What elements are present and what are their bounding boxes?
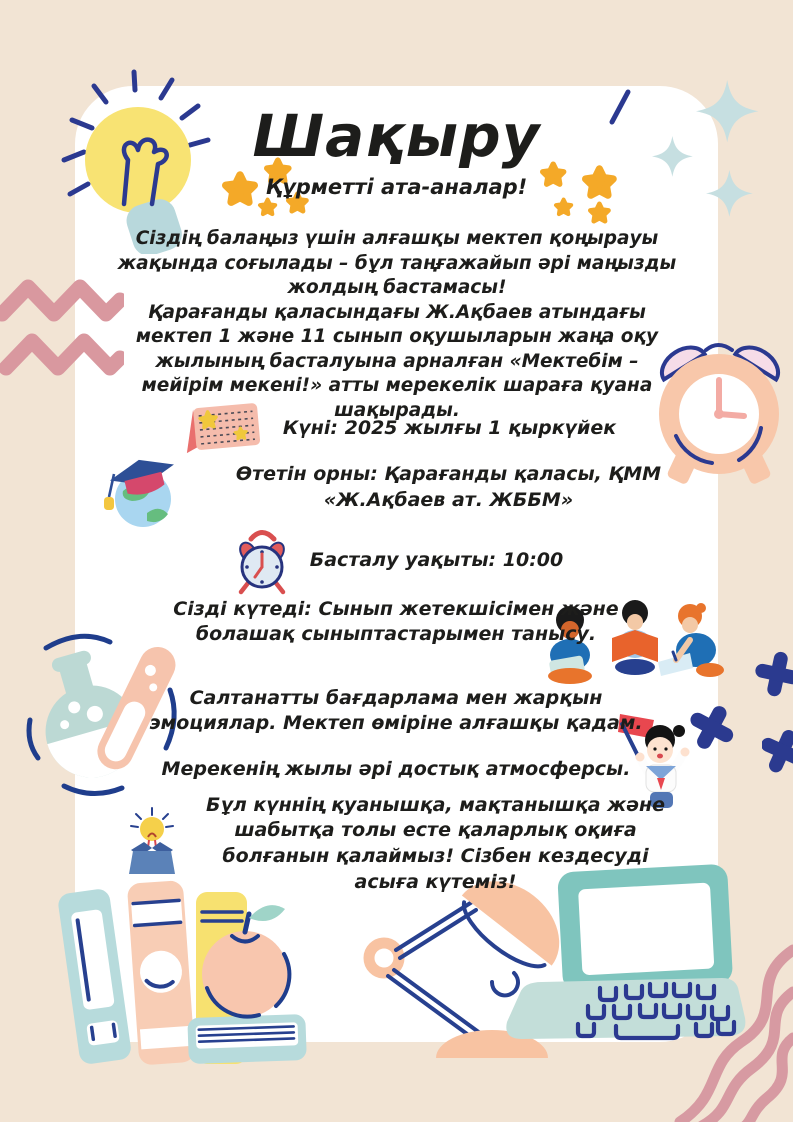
program-line: Салтанатты бағдарлама мен жарқын эмоциялар. Мектеп өміріне алғашқы қадам. [149, 687, 643, 735]
place-row [75, 442, 718, 534]
closing-row [75, 793, 718, 893]
cross-icon [755, 648, 793, 704]
closing-line: Бұл күннің қуанышқа, мақтанышқа және шабытқа толы есте қаларлық оқиға болғанын қалаймыз! Сізбен кездесуді асыға күтеміз! [205, 793, 666, 893]
books-apple-icon [38, 872, 313, 1072]
place-line: Өтетін орны: Қарағанды қаласы, ҚММ «Ж.Ақбаев ат. ЖББМ» [235, 463, 662, 511]
zigzag-icon [0, 272, 124, 390]
cross-icon [762, 722, 793, 778]
intro-sentence-1: Сіздің балаңыз үшін алғашқы мектеп қоңырауы жақында соғылады – бұл таңғажайып әрі маңызды жолдың бастамасы! [117, 228, 677, 298]
waves-icon [636, 942, 793, 1122]
date-line: Күні: 2025 жылғы 1 қыркүйек [282, 417, 617, 440]
atmosphere-line: Мерекенің жылы әрі достық атмосферсы. [161, 758, 631, 780]
cross-icon [686, 695, 746, 755]
expect-line: Сізді күтеді: Сынып жетекшісімен және болашақ сыныптастарымен танысу. [173, 598, 619, 646]
idea-box-icon [119, 806, 185, 882]
page-title: Шақыру [252, 102, 541, 170]
intro-paragraph [116, 227, 678, 423]
small-alarm-clock-icon [230, 525, 294, 597]
greeting-line: Құрметті ата-аналар! [265, 175, 528, 199]
time-line: Басталу уақыты: 10:00 [309, 549, 564, 572]
intro-sentence-2: Қарағанды қаласындағы Ж.Ақбаев атындағы мектеп 1 және 11 сынып оқушыларын жаңа оқу жылының басталуына арналған «Мектебім – мейірім мекені!» атты мерекелік шараға қуана шақырады. [135, 301, 659, 421]
globe-graduation-icon [95, 443, 183, 533]
time-row [75, 524, 718, 598]
